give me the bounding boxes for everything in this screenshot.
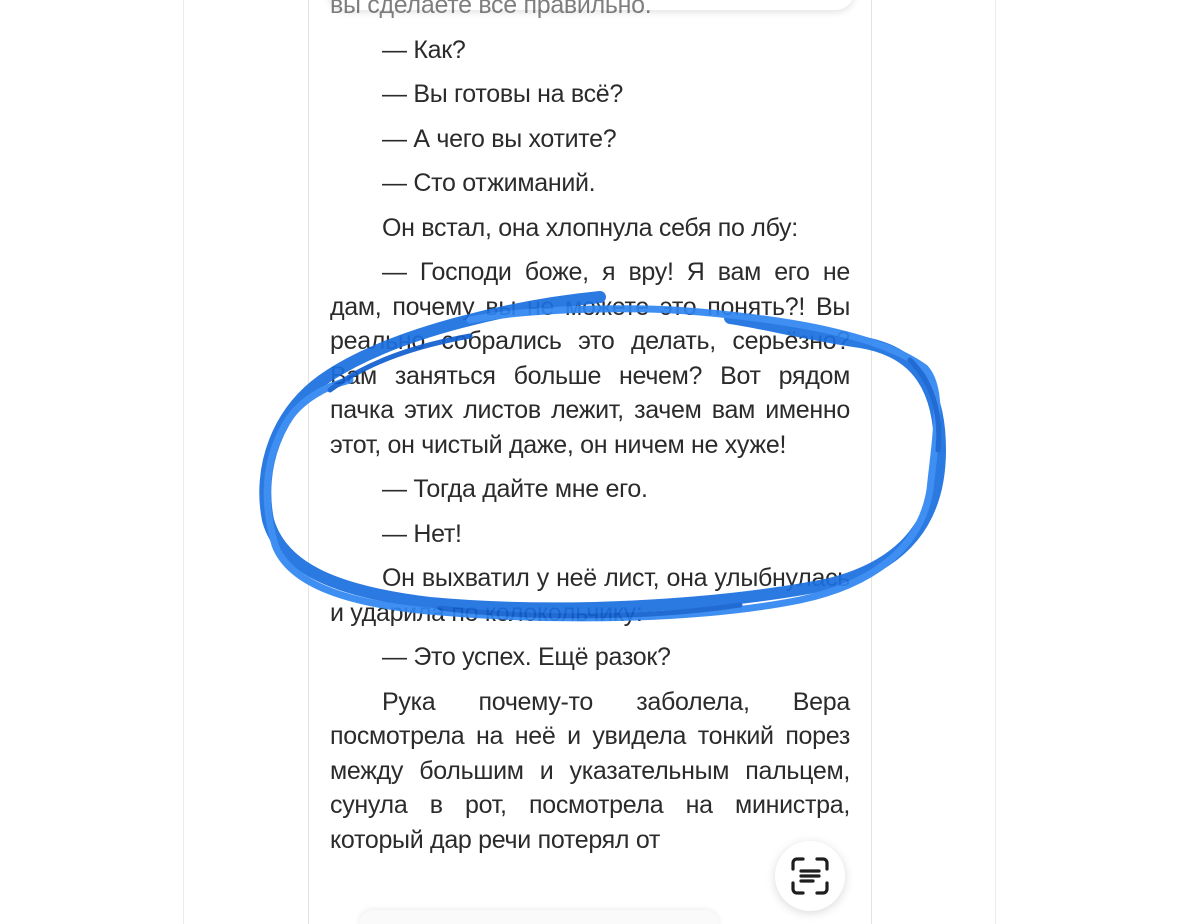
- paragraph: — Тогда дайте мне его.: [382, 475, 648, 503]
- book-text: [330, 0, 850, 867]
- paragraph: — Нет!: [382, 519, 462, 548]
- book-page[interactable]: [308, 0, 872, 924]
- paragraph: Рука почему-то заболела, Вера посмотрела на неё и увидела тонкий порез между большим и указательным пальцем, сунула в рот, посмотрела на министра, который дар речи потерял от: [330, 687, 850, 854]
- paragraph: — Вы готовы на всё?: [382, 80, 623, 108]
- paragraph: — Сто отжиманий.: [382, 169, 596, 197]
- scan-text-icon: [789, 855, 831, 897]
- paragraph: — Господи боже, я вру! Я вам его не дам, почему вы не можете это понять?! Вы реально собрались это делать, серьёзно? Вам заняться больше нечем? Вот рядом пачка этих листов лежит, зачем вам именно этот, он чистый даже, он ничем не хуже!: [330, 258, 850, 459]
- paragraph: — Как?: [382, 35, 466, 64]
- paragraph: — Это успех. Ещё разок?: [382, 643, 671, 671]
- paragraph: — А чего вы хотите?: [382, 124, 617, 153]
- paragraph: вы сделаете все правильно.: [330, 0, 652, 19]
- scan-text-button[interactable]: [775, 841, 845, 911]
- paragraph: Он выхватил у неё лист, она улыбнулась и ударила по колокольчику:: [330, 564, 850, 627]
- bottom-toolbar-pill[interactable]: [359, 910, 719, 924]
- paragraph: Он встал, она хлопнула себя по лбу:: [382, 213, 798, 242]
